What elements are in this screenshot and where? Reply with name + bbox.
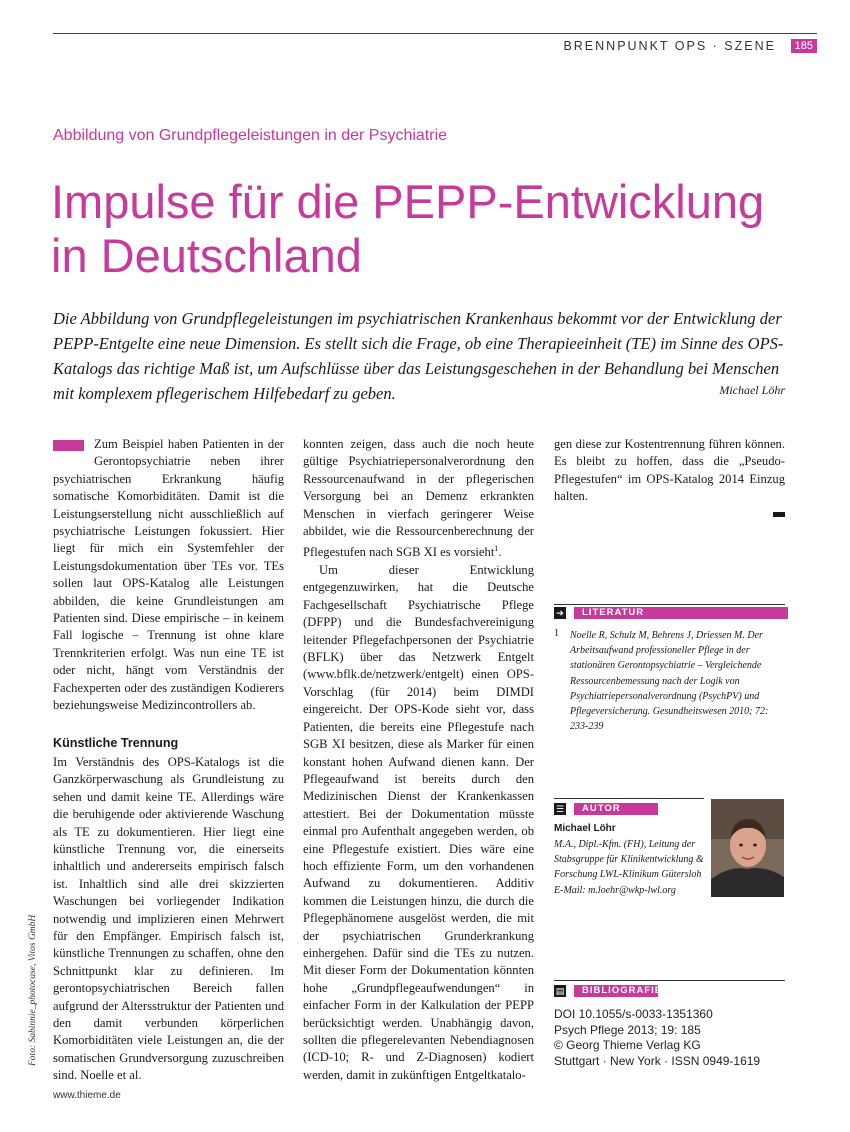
bibliography-label: BIBLIOGRAFIE: [574, 985, 658, 997]
reference-number: 1: [554, 628, 559, 639]
paragraph-3-end: .: [498, 545, 502, 560]
arrow-right-icon: ➔: [554, 607, 566, 619]
article-kicker: Abbildung von Grundpflegeleistungen in der Psychiatrie: [53, 127, 448, 144]
running-head: BRENNPUNKT OPS · SZENE: [563, 39, 776, 53]
footer-url[interactable]: www.thieme.de: [53, 1090, 121, 1101]
top-rule: [53, 33, 817, 34]
author-label: AUTOR: [574, 803, 658, 815]
title-line-2: in Deutschland: [51, 229, 362, 282]
journal-citation: Psych Pflege 2013; 19: 185: [554, 1022, 701, 1037]
copyright: © Georg Thieme Verlag KG: [554, 1038, 701, 1052]
paragraph-3: [303, 436, 534, 562]
lead-author: Michael Löhr: [719, 383, 785, 397]
paragraph-1: Zum Beispiel haben Patienten in der Gerontopsychiatrie neben ihrer psychiatrischen Erkrankung häufig somatische Komorbiditäten. Damit ist die Leistungserstellung nicht ausschließlich auf psychiatrische Leistungen fokussiert. Hier liegt für mich ein Systemfehler der Leistungsdokumentation über TEs vor. TEs sollen laut OPS-Katalog alle Leistungen abbilden, die keine Grundleistungen am Patienten sind. Diese empirische – in keinem Fall logische – Trennung ist ohne klare Trennkriterien erfolgt. Was nun eine TE ist oder nicht, hängt vom Verständnis der Fachexperten oder des zuständigen Kodierers beziehungsweise Medizincontrollers ab.: [53, 437, 284, 713]
article-lead: Die Abbildung von Grundpflegeleistungen im psychiatrischen Krankenhaus bekommt vor der Entwicklung der PEPP-Entgelte eine neue Dimension. Es stellt sich die Frage, ob eine Therapieeinheit (TE) im Sinne des OPS-Katalogs das richtige Maß ist, um Aufschlüsse über das Leistungsgeschehen in der Behandlung bei Menschen mit komplexem pflegerischem Hilfebedarf zu geben.: [53, 309, 784, 403]
paragraph-3-text: konnten zeigen, dass auch die noch heute gültige Psychiatriepersonalverordnung den Ressourcenaufwand in der pflegerischen Versorgung bei an Demenz erkrankten Menschen in vierfach geringerer Weise abbildet, wie die Ressourcenberechnung der Pflegestufen nach SGB XI es vorsieht: [303, 437, 534, 560]
author-photo: [711, 799, 784, 897]
author-name: Michael Löhr: [554, 823, 616, 834]
literature-label: LITERATUR: [574, 607, 788, 619]
paragraph-5: gen diese zur Kostentrennung führen können. Es bleibt zu hoffen, dass die „Pseudo-Pflegestufen“ im OPS-Katalog 2014 Einzug halten.: [554, 437, 785, 504]
column-3: [554, 436, 785, 517]
doi[interactable]: DOI 10.1055/s-0033-1351360: [554, 1007, 713, 1021]
column-1: [53, 436, 284, 1085]
author-header: [554, 803, 658, 815]
end-marker: [773, 512, 785, 517]
page-number: 185: [791, 39, 817, 53]
bibliography-header: [554, 985, 663, 997]
bibliography-rule: [554, 980, 785, 981]
literature-rule: [554, 604, 785, 605]
title-line-1: Impulse für die PEPP-Entwicklung: [51, 175, 765, 228]
paragraph-2: Im Verständnis des OPS-Katalogs ist die Ganzkörperwaschung als Grundleistung zu sehen und damit keine TE. Allerdings wäre die beruhigende oder aktivierende Waschung als TE zu dokumentieren. Hier liegt eine künstliche Trennung vor, die einerseits inhaltlich und andererseits empirisch falsch ist. Inhaltlich sind alle drei skizzierten Waschungen bei vorliegender Indikation notwendig und implizieren einen Mehrwert für den Empfänger. Empirisch falsch ist, künstliche Trennungen zu schaffen, ohne den Schnittpunkt klar zu definieren. Im gerontopsychiatrischen Bereich fallen aufgrund der Altersstruktur der Patienten und den damit verbunden körperlichen Komorbiditäten viele Leistungen an, die der somatischen Grundversorgung zuzuschreiben sind. Noelle et al.: [53, 754, 284, 1083]
reference-entry: Noelle R, Schulz M, Behrens J, Driessen M. Der Arbeitsaufwand professioneller Pflege in der stationären Gerontopsychiatrie – Vergleichende Ressourcenbemessung nach der Logik von Psychiatriepersonalverordnung (PsychPV) und Pflegeversicherung. Gesundheitswesen 2010; 72: 233-239: [570, 630, 769, 733]
author-rule: [554, 798, 704, 799]
publisher-info: Stuttgart · New York · ISSN 0949-1619: [554, 1053, 761, 1068]
start-marker: [53, 440, 84, 451]
document-icon: ▤: [555, 986, 565, 996]
column-2: [303, 436, 534, 1084]
footnote-ref[interactable]: 1: [494, 544, 499, 554]
literature-header: [554, 607, 788, 619]
author-portrait-image: [711, 799, 784, 897]
article-title: [51, 175, 821, 283]
bibliography-info: [554, 1007, 760, 1069]
list-icon: ☰: [555, 804, 565, 814]
author-info: M.A., Dipl.-Kfm. (FH), Leitung der Stabsgruppe für Klinikentwicklung & Forschung LWL-Klinikum Gütersloh E-Mail: m.loehr@wkp-lwl.org: [554, 839, 704, 896]
photo-credit: Foto: Sabinnie_photocase, Vitos GmbH: [28, 914, 38, 1066]
paragraph-4: Um dieser Entwicklung entgegenzuwirken, hat die Deutsche Fachgesellschaft Psychiatrische Pflege (DFPP) und die Bundesfachvereinigung leitender Pflegefachpersonen der Psychiatrie (BFLK) über das Netzwerk Entgelt (www.bflk.de/netzwerk/entgelt) einen OPS-Vorschlag (für 2014) beim DIMDI eingereicht. Der OPS-Kode sieht vor, dass Patienten, die bereits eine Pflegestufe nach SGB XI besitzen, diese als Marker für einen konstant hohen Aufwand dienen kann. Der Pflegeaufwand ist bereits durch den Medizinischen Dienst der Krankenkassen attestiert. Bei der Dokumentation müsste einmal pro Aufenthalt angegeben werden, ob eine Pflegestufe existiert. Dies wäre eine hoch effiziente Form, um den vorhandenen Aufwand zu dokumentieren. Additiv kommen die Leistungen hinzu, die durch die Pflegephänomene ausgelöst werden, die mit der psychiatrischen Grunderkrankung einhergehen. Dafür sind die TEs zu nutzen. Mit dieser Form der Dokumentation könnten hohe „Grundpflegeaufwendungen“ in einfacher Form in der Kalkulation der PEPP berücksichtigt werden. Unabhängig davon, sollten die pflegerelevanten Nebendiagnosen (ICD-10; R- und Z-Diagnosen) kodiert werden, damit in zukünftigen Entgeltkatalo-: [303, 563, 534, 1082]
subheading: Künstliche Trennung: [53, 735, 179, 750]
